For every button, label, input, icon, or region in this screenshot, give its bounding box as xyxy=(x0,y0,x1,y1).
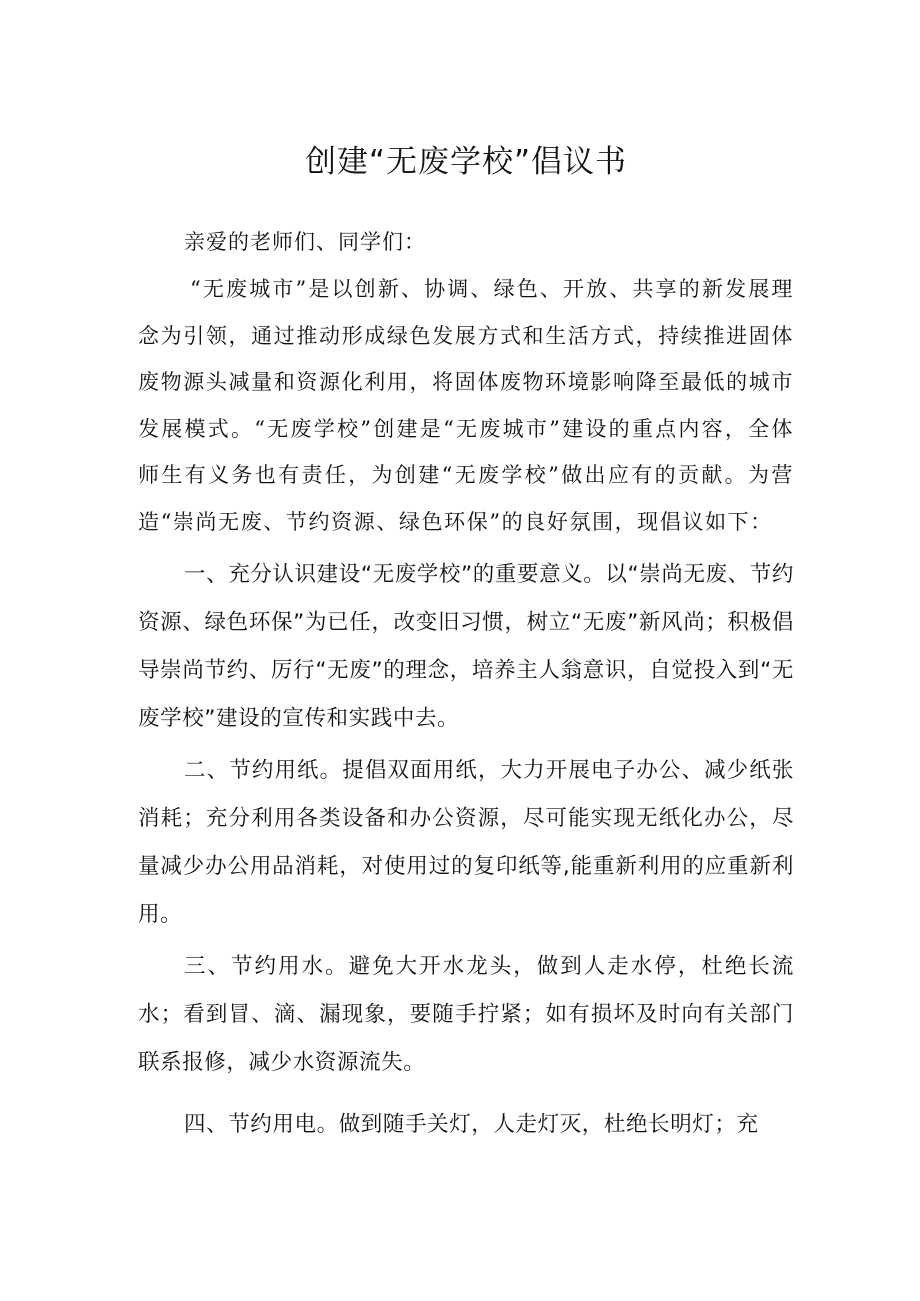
proposal-point-1: 一、充分认识建设“无废学校”的重要意义。以“崇尚无废、节约资源、绿色环保”为已任，改变旧习惯，树立“无废”新风尚；积极倡导崇尚节约、厉行“无废”的理念，培养主人翁意识，自觉投入到“无废学校”建设的宣传和实践中去。 xyxy=(138,562,794,731)
proposal-point-2: 二、节约用纸。提倡双面用纸，大力开展电子办公、减少纸张消耗；充分利用各类设备和办公资源，尽可能实现无纸化办公，尽量减少办公用品消耗，对使用过的复印纸等,能重新利用的应重新利用。 xyxy=(138,758,794,927)
salutation: 亲爱的老师们、同学们： xyxy=(184,230,426,254)
proposal-point-4: 四、节约用电。做到随手关灯，人走灯灭，杜绝长明灯；充 xyxy=(184,1112,759,1137)
document-title: 创建“无废学校”倡议书 xyxy=(304,144,628,180)
intro-paragraph: “无废城市”是以创新、协调、绿色、开放、共享的新发展理念为引领，通过推动形成绿色发展方式和生活方式，持续推进固体废物源头减量和资源化利用，将固体废物环境影响降至最低的城市发展模式。“无废学校”创建是“无废城市”建设的重点内容，全体师生有义务也有责任，为创建“无废学校”做出应有的贡献。为营造“崇尚无废、节约资源、绿色环保”的良好氛围，现倡议如下： xyxy=(138,277,794,534)
proposal-point-3: 三、节约用水。避免大开水龙头，做到人走水停，杜绝长流水；看到冒、滴、漏现象，要随手拧紧；如有损坏及时向有关部门联系报修，减少水资源流失。 xyxy=(138,954,794,1075)
